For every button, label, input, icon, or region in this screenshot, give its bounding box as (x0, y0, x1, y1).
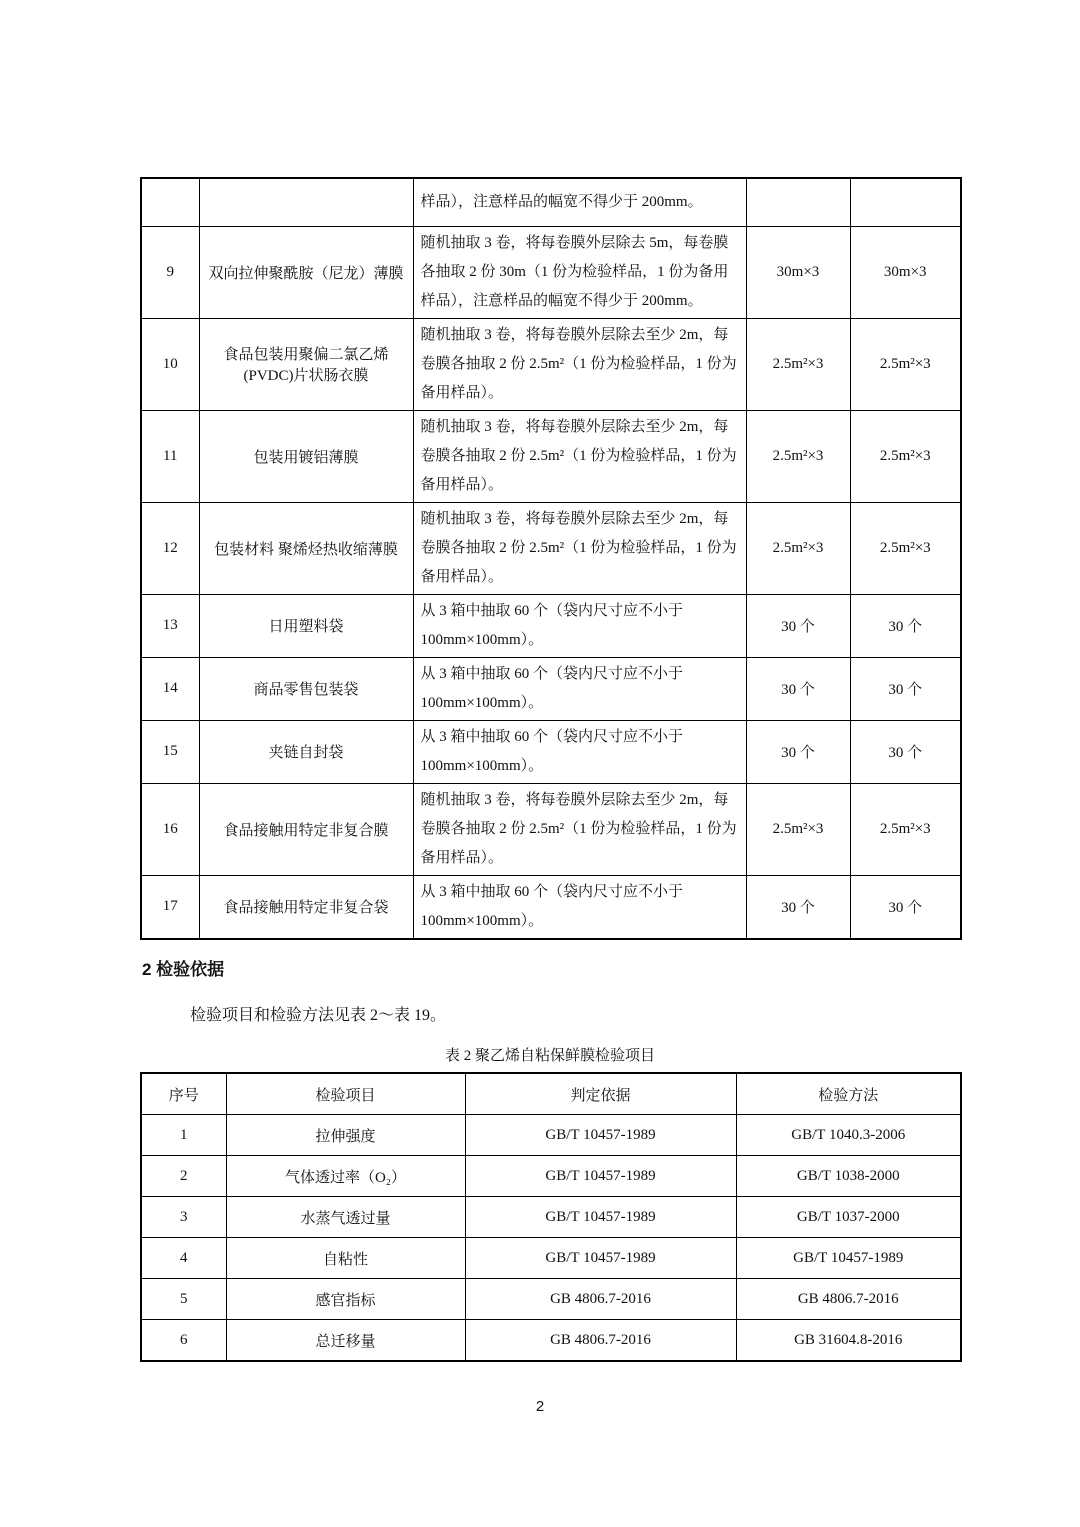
table2-caption: 表 2 聚乙烯自粘保鲜膜检验项目 (444, 1048, 655, 1064)
product-cell: 包装用镀铝薄膜 (199, 410, 413, 502)
qty1-cell: 30 个 (746, 657, 850, 720)
qty1-cell: 2.5m²×3 (746, 783, 850, 875)
basis-cell: GB 4806.7-2016 (465, 1279, 736, 1320)
basis-cell: GB/T 10457-1989 (465, 1156, 736, 1197)
item-cell: 气体透过率（O₂） (226, 1156, 465, 1197)
sampling-cell: 随机抽取 3 卷，将每卷膜外层除去至少 2m，每卷膜各抽取 2 份 2.5m²（1 份为检验样品，1 份为备用样品）。 (413, 783, 746, 875)
row-no-cell: 1 (141, 1115, 226, 1156)
table-row (141, 783, 961, 875)
item-cell: 自粘性 (226, 1238, 465, 1279)
item-cell: 总迁移量 (226, 1320, 465, 1362)
qty2-cell (850, 178, 961, 226)
row-no-cell: 10 (141, 318, 199, 410)
item-cell: 感官指标 (226, 1279, 465, 1320)
table-row (141, 594, 961, 657)
product-cell (199, 178, 413, 226)
product-cell: 食品接触用特定非复合膜 (199, 783, 413, 875)
qty2-cell: 2.5m²×3 (850, 318, 961, 410)
qty1-cell: 2.5m²×3 (746, 502, 850, 594)
table-row (141, 1320, 961, 1362)
basis-cell: GB 4806.7-2016 (465, 1320, 736, 1362)
sampling-table-container (140, 177, 962, 940)
qty2-cell: 2.5m²×3 (850, 502, 961, 594)
table-row (141, 657, 961, 720)
qty1-cell: 30 个 (746, 594, 850, 657)
row-no-cell: 9 (141, 226, 199, 318)
header-no: 序号 (141, 1073, 226, 1115)
item-cell: 拉伸强度 (226, 1115, 465, 1156)
row-no-cell: 3 (141, 1197, 226, 1238)
row-no-cell: 14 (141, 657, 199, 720)
inspection-items-table-container (140, 1072, 962, 1362)
basis-cell: GB/T 10457-1989 (465, 1197, 736, 1238)
product-cell: 包装材料 聚烯烃热收缩薄膜 (199, 502, 413, 594)
row-no-cell: 15 (141, 720, 199, 783)
method-cell: GB 31604.8-2016 (736, 1320, 961, 1362)
method-cell: GB/T 1037-2000 (736, 1197, 961, 1238)
qty2-cell: 30 个 (850, 594, 961, 657)
sampling-cell: 随机抽取 3 卷，将每卷膜外层除去至少 2m，每卷膜各抽取 2 份 2.5m²（1 份为检验样品，1 份为备用样品）。 (413, 410, 746, 502)
qty1-cell (746, 178, 850, 226)
table-row (141, 1279, 961, 1320)
row-no-cell: 12 (141, 502, 199, 594)
item-cell: 水蒸气透过量 (226, 1197, 465, 1238)
sampling-cell: 样品），注意样品的幅宽不得少于 200mm。 (413, 178, 746, 226)
table-row (141, 875, 961, 939)
row-no-cell: 6 (141, 1320, 226, 1362)
basis-cell: GB/T 10457-1989 (465, 1238, 736, 1279)
sampling-cell: 随机抽取 3 卷，将每卷膜外层除去 5m，每卷膜各抽取 2 份 30m（1 份为检验样品，1 份为备用样品），注意样品的幅宽不得少于 200mm。 (413, 226, 746, 318)
page-number: 2 (535, 1398, 545, 1415)
table-row (141, 1156, 961, 1197)
qty2-cell: 2.5m²×3 (850, 410, 961, 502)
table-row (141, 178, 961, 226)
sampling-cell: 随机抽取 3 卷，将每卷膜外层除去至少 2m，每卷膜各抽取 2 份 2.5m²（1 份为检验样品，1 份为备用样品）。 (413, 318, 746, 410)
row-no-cell: 16 (141, 783, 199, 875)
table-header-row (141, 1073, 961, 1115)
sampling-table (140, 177, 962, 940)
sampling-cell: 从 3 箱中抽取 60 个（袋内尺寸应不小于 100mm×100mm）。 (413, 657, 746, 720)
row-no-cell: 17 (141, 875, 199, 939)
header-method: 检验方法 (736, 1073, 961, 1115)
qty2-cell: 30 个 (850, 657, 961, 720)
qty2-cell: 30 个 (850, 875, 961, 939)
basis-cell: GB/T 10457-1989 (465, 1115, 736, 1156)
table-row (141, 1197, 961, 1238)
method-cell: GB/T 1038-2000 (736, 1156, 961, 1197)
table-row (141, 502, 961, 594)
product-cell: 食品接触用特定非复合袋 (199, 875, 413, 939)
header-basis: 判定依据 (465, 1073, 736, 1115)
product-cell: 商品零售包装袋 (199, 657, 413, 720)
product-cell: 食品包装用聚偏二氯乙烯(PVDC)片状肠衣膜 (199, 318, 413, 410)
method-cell: GB/T 1040.3-2006 (736, 1115, 961, 1156)
qty1-cell: 2.5m²×3 (746, 318, 850, 410)
product-cell: 双向拉伸聚酰胺（尼龙）薄膜 (199, 226, 413, 318)
qty2-cell: 2.5m²×3 (850, 783, 961, 875)
qty1-cell: 2.5m²×3 (746, 410, 850, 502)
product-cell: 夹链自封袋 (199, 720, 413, 783)
sampling-cell: 随机抽取 3 卷，将每卷膜外层除去至少 2m，每卷膜各抽取 2 份 2.5m²（1 份为检验样品，1 份为备用样品）。 (413, 502, 746, 594)
inspection-items-table (140, 1072, 962, 1362)
row-no-cell (141, 178, 199, 226)
product-cell: 日用塑料袋 (199, 594, 413, 657)
qty2-cell: 30 个 (850, 720, 961, 783)
qty1-cell: 30 个 (746, 875, 850, 939)
row-no-cell: 5 (141, 1279, 226, 1320)
section-heading: 2 检验依据 (142, 960, 225, 979)
qty2-cell: 30m×3 (850, 226, 961, 318)
qty1-cell: 30m×3 (746, 226, 850, 318)
sampling-cell: 从 3 箱中抽取 60 个（袋内尺寸应不小于 100mm×100mm）。 (413, 594, 746, 657)
method-cell: GB 4806.7-2016 (736, 1279, 961, 1320)
table-row (141, 720, 961, 783)
row-no-cell: 13 (141, 594, 199, 657)
row-no-cell: 11 (141, 410, 199, 502)
table-row (141, 226, 961, 318)
table-row (141, 318, 961, 410)
sampling-cell: 从 3 箱中抽取 60 个（袋内尺寸应不小于 100mm×100mm）。 (413, 720, 746, 783)
sampling-cell: 从 3 箱中抽取 60 个（袋内尺寸应不小于 100mm×100mm）。 (413, 875, 746, 939)
section-paragraph: 检验项目和检验方法见表 2～表 19。 (190, 1007, 447, 1024)
header-item: 检验项目 (226, 1073, 465, 1115)
method-cell: GB/T 10457-1989 (736, 1238, 961, 1279)
table-row (141, 410, 961, 502)
table-row (141, 1115, 961, 1156)
row-no-cell: 4 (141, 1238, 226, 1279)
row-no-cell: 2 (141, 1156, 226, 1197)
qty1-cell: 30 个 (746, 720, 850, 783)
table-row (141, 1238, 961, 1279)
